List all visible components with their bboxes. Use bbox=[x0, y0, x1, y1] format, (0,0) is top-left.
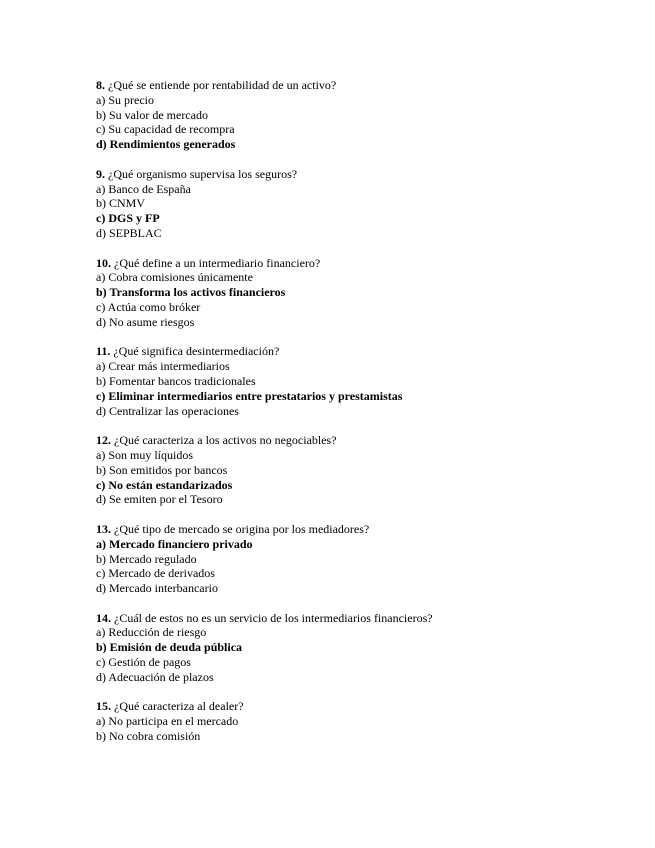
question-number: 13. bbox=[96, 521, 111, 536]
option-c-correct: c) No están estandarizados bbox=[96, 477, 233, 492]
question-text bbox=[96, 256, 616, 271]
question-text bbox=[96, 699, 616, 714]
option-b: b) Fomentar bancos tradicionales bbox=[96, 373, 256, 388]
question-15 bbox=[96, 699, 616, 743]
question-prompt: ¿Qué tipo de mercado se origina por los mediadores? bbox=[114, 521, 370, 536]
option-a: a) Banco de España bbox=[96, 181, 191, 196]
question-number: 15. bbox=[96, 699, 111, 714]
option-c: c) Gestión de pagos bbox=[96, 655, 191, 670]
option-a: a) Cobra comisiones únicamente bbox=[96, 270, 253, 285]
question-13 bbox=[96, 522, 616, 596]
option-b: b) No cobra comisión bbox=[96, 729, 201, 744]
question-8 bbox=[96, 78, 616, 152]
question-prompt: ¿Cuál de estos no es un servicio de los intermediarios financieros? bbox=[114, 610, 433, 625]
question-14 bbox=[96, 611, 616, 685]
question-text bbox=[96, 433, 616, 448]
option-b: b) Su valor de mercado bbox=[96, 107, 208, 122]
option-b-correct: b) Transforma los activos financieros bbox=[96, 285, 286, 300]
question-12 bbox=[96, 433, 616, 507]
question-11 bbox=[96, 344, 616, 418]
option-b: b) CNMV bbox=[96, 196, 146, 211]
option-c-correct: c) DGS y FP bbox=[96, 211, 160, 226]
option-c-correct: c) Eliminar intermediarios entre prestatarios y prestamistas bbox=[96, 388, 403, 403]
option-c: c) Su capacidad de recompra bbox=[96, 122, 235, 137]
option-d: d) No asume riesgos bbox=[96, 314, 195, 329]
question-text bbox=[96, 167, 616, 182]
option-a: a) Su precio bbox=[96, 92, 154, 107]
question-number: 10. bbox=[96, 255, 111, 270]
option-c: c) Mercado de derivados bbox=[96, 566, 215, 581]
option-d-correct: d) Rendimientos generados bbox=[96, 137, 236, 152]
option-a: a) Crear más intermediarios bbox=[96, 359, 230, 374]
option-d: d) Adecuación de plazos bbox=[96, 669, 214, 684]
question-prompt: ¿Qué define a un intermediario financiero? bbox=[114, 255, 321, 270]
option-a: a) Reducción de riesgo bbox=[96, 625, 207, 640]
document-page bbox=[96, 78, 616, 759]
question-number: 9. bbox=[96, 166, 105, 181]
option-b-correct: b) Emisión de deuda pública bbox=[96, 640, 243, 655]
question-text bbox=[96, 611, 616, 626]
option-c: c) Actúa como bróker bbox=[96, 299, 201, 314]
option-b: b) Son emitidos por bancos bbox=[96, 462, 228, 477]
question-number: 12. bbox=[96, 433, 111, 448]
question-number: 11. bbox=[96, 344, 111, 359]
option-d: d) Centralizar las operaciones bbox=[96, 403, 239, 418]
question-prompt: ¿Qué significa desintermediación? bbox=[113, 344, 280, 359]
option-a-correct: a) Mercado financiero privado bbox=[96, 536, 253, 551]
question-prompt: ¿Qué organismo supervisa los seguros? bbox=[108, 166, 298, 181]
option-a: a) No participa en el mercado bbox=[96, 714, 239, 729]
option-d: d) SEPBLAC bbox=[96, 225, 162, 240]
question-text bbox=[96, 522, 616, 537]
question-text bbox=[96, 344, 616, 359]
option-a: a) Son muy líquidos bbox=[96, 447, 194, 462]
question-number: 8. bbox=[96, 78, 105, 92]
option-d: d) Se emiten por el Tesoro bbox=[96, 492, 223, 507]
question-text bbox=[96, 78, 616, 93]
question-prompt: ¿Qué caracteriza al dealer? bbox=[114, 699, 244, 714]
question-10 bbox=[96, 256, 616, 330]
question-9 bbox=[96, 167, 616, 241]
option-d: d) Mercado interbancario bbox=[96, 581, 218, 596]
question-prompt: ¿Qué se entiende por rentabilidad de un activo? bbox=[108, 78, 337, 92]
question-number: 14. bbox=[96, 610, 111, 625]
option-b: b) Mercado regulado bbox=[96, 551, 197, 566]
question-prompt: ¿Qué caracteriza a los activos no negociables? bbox=[114, 433, 337, 448]
